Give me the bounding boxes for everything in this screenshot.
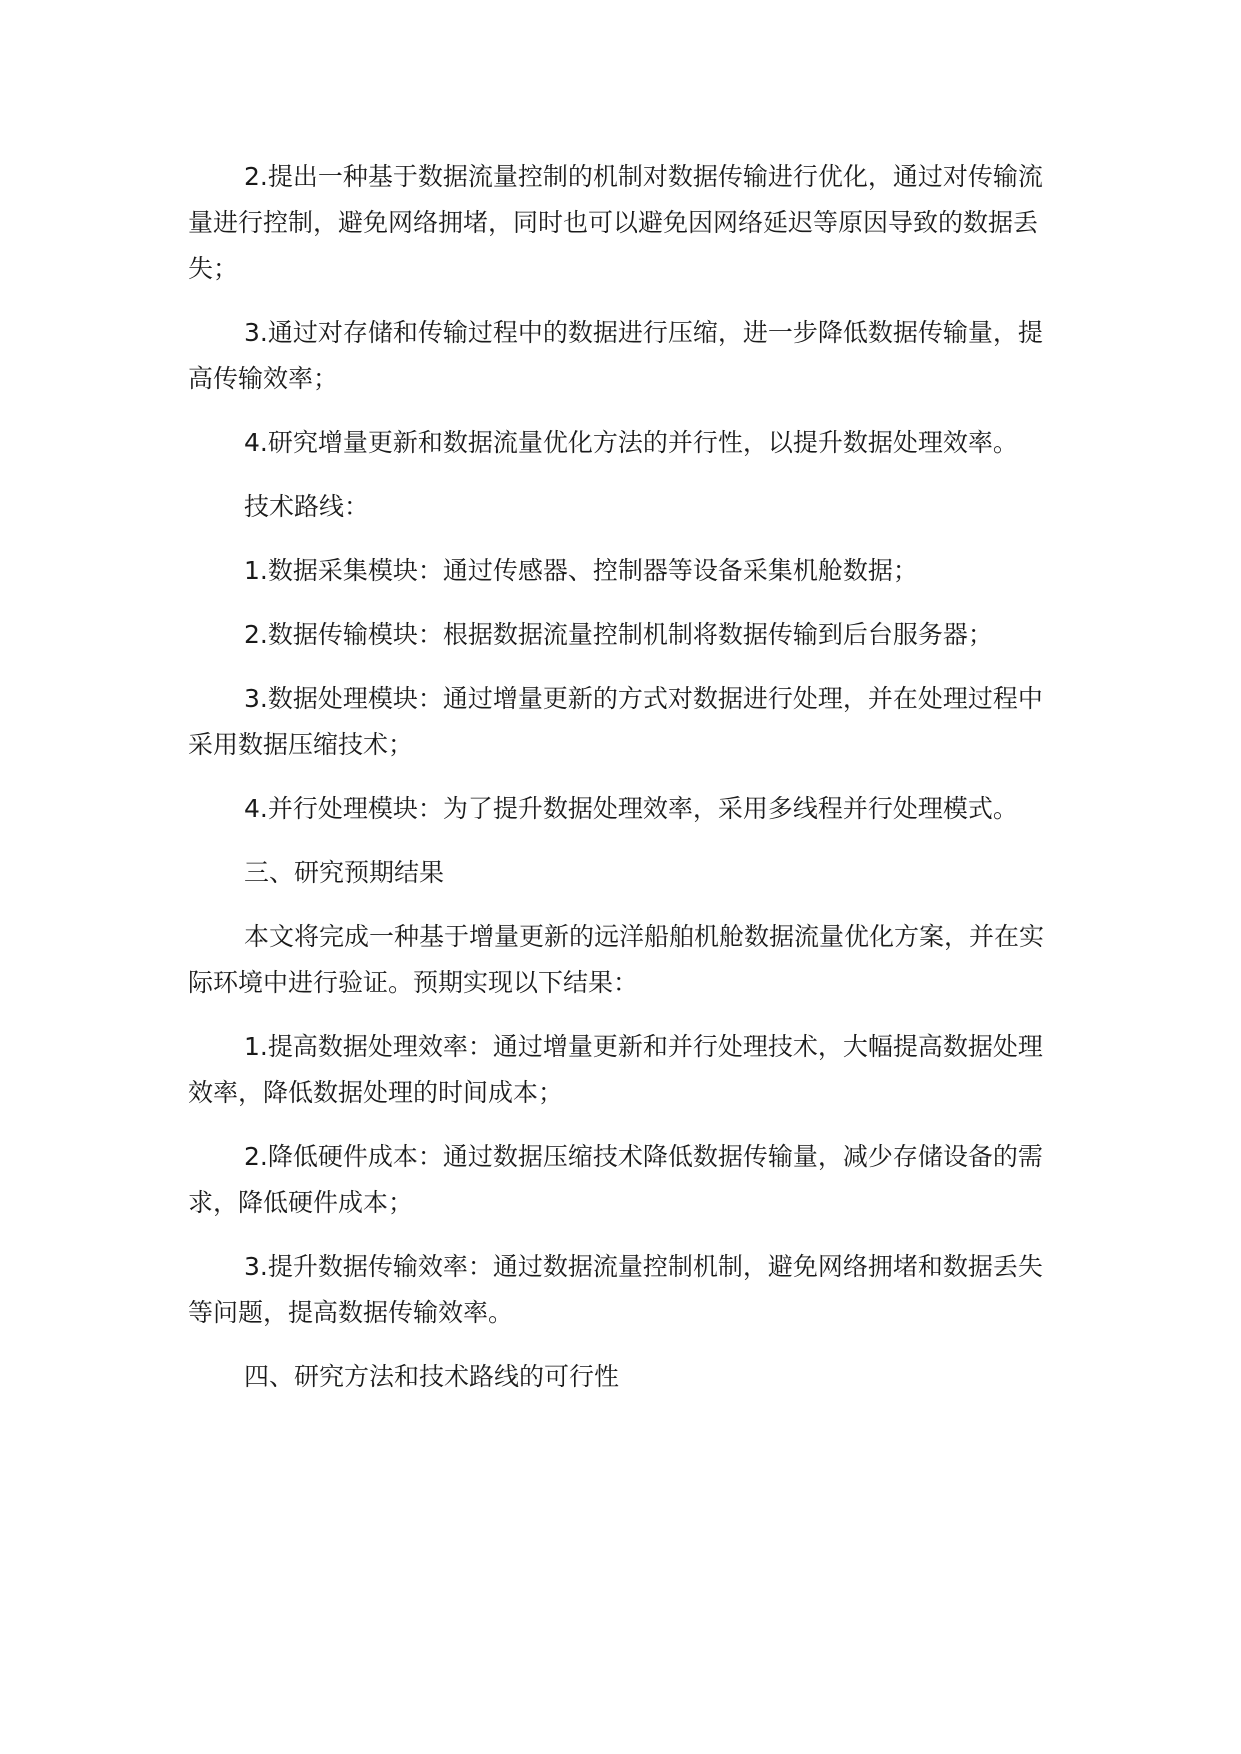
objective-paragraph: 3.通过对存储和传输过程中的数据进行压缩，进一步降低数据传输量，提高传输效率； — [188, 318, 1043, 393]
result-item: 1.提高数据处理效率：通过增量更新和并行处理技术，大幅提高数据处理效率，降低数据处理的时间成本； — [188, 1032, 1043, 1107]
route-item: 4.并行处理模块：为了提升数据处理效率，采用多线程并行处理模式。 — [244, 794, 1018, 823]
result-item: 3.提升数据传输效率：通过数据流量控制机制，避免网络拥堵和数据丢失等问题，提高数据传输效率。 — [188, 1252, 1043, 1327]
route-item: 3.数据处理模块：通过增量更新的方式对数据进行处理，并在处理过程中采用数据压缩技术； — [188, 684, 1043, 759]
body-paragraph: 本文将完成一种基于增量更新的远洋船舶机舱数据流量优化方案，并在实际环境中进行验证。预期实现以下结果： — [188, 922, 1045, 997]
result-item: 2.降低硬件成本：通过数据压缩技术降低数据传输量，减少存储设备的需求，降低硬件成本； — [188, 1142, 1043, 1217]
section-heading: 四、研究方法和技术路线的可行性 — [244, 1362, 620, 1391]
route-item: 1.数据采集模块：通过传感器、控制器等设备采集机舱数据； — [244, 556, 918, 585]
document-body — [188, 154, 1058, 1418]
objective-paragraph: 4.研究增量更新和数据流量优化方法的并行性，以提升数据处理效率。 — [244, 428, 1018, 457]
section-label: 技术路线： — [244, 492, 370, 521]
route-item: 2.数据传输模块：根据数据流量控制机制将数据传输到后台服务器； — [244, 620, 993, 649]
objective-paragraph: 2.提出一种基于数据流量控制的机制对数据传输进行优化，通过对传输流量进行控制，避免网络拥堵，同时也可以避免因网络延迟等原因导致的数据丢失； — [188, 162, 1043, 283]
section-heading: 三、研究预期结果 — [244, 858, 445, 887]
